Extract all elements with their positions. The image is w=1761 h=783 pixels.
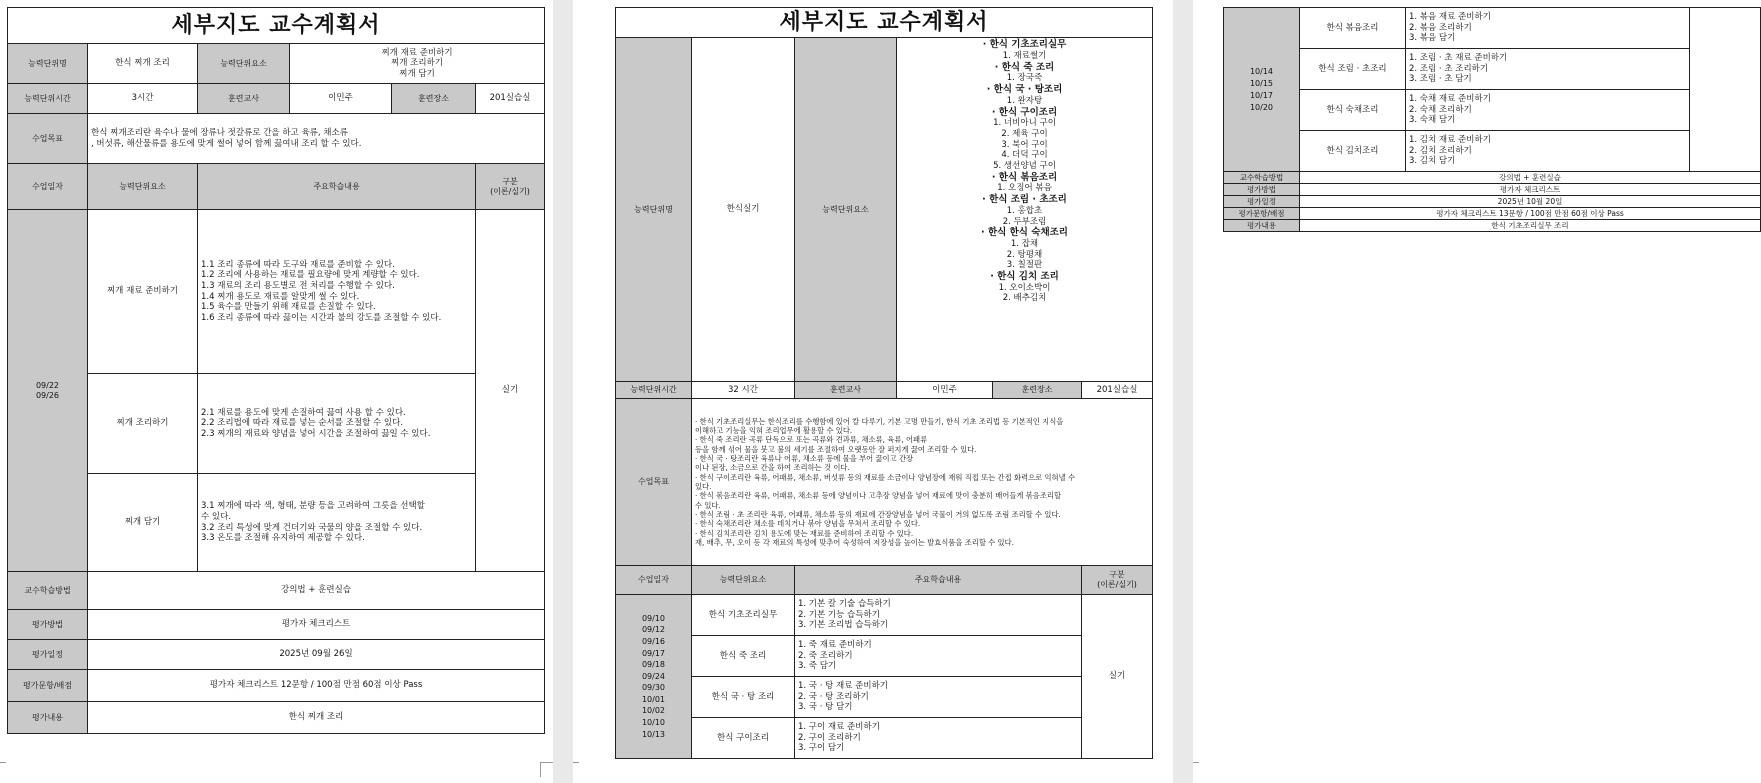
- row-content: 1. 숙채 재료 준비하기 2. 숙채 조리하기 3. 숙채 담기: [1406, 90, 1690, 131]
- row-element: 한식 숙채조리: [1300, 90, 1406, 131]
- element-label: 능력단위요소: [795, 38, 897, 382]
- eval-content-label: 평가내용: [1224, 220, 1300, 232]
- hours-value: 32 시간: [692, 382, 795, 399]
- date-cell: 10/14 10/15 10/17 10/20: [1224, 8, 1300, 172]
- goal-label: 수업목표: [8, 114, 88, 164]
- eval-method-label: 평가방법: [1224, 184, 1300, 196]
- type-header: 구분 (이론/실기): [1082, 566, 1153, 595]
- method-label: 교수학습방법: [8, 572, 88, 610]
- element-header: 능력단위요소: [692, 566, 795, 595]
- eval-date-label: 평가일정: [1224, 196, 1300, 208]
- unit-name-label: 능력단위명: [616, 38, 692, 382]
- row-content: 1. 볶음 재료 준비하기 2. 볶음 조리하기 3. 볶음 담기: [1406, 8, 1690, 49]
- method-label: 교수학습방법: [1224, 172, 1300, 184]
- element-group-list: · 한식 기초조리실무 1. 재료썰기 · 한식 죽 조리 1. 장국죽 · 한식 국 · 탕조리 1. 완자탕 · 한식 구이조리 1. 너비아니 구이 2. 제육 구이 3. 북어 구이 4. 더덕 구이 5. 생선양념 구이 · 한식 볶음조리 1. 오징어 볶음 · 한식 조림 · 초조리 1. 홍합초 2. 두부조림 · 한식 한식 숙채조리 1. 잡채 2. 탕평채 3. 칠절판 · 한식 김치 조리 1. 오이소박이 2. 배추김치: [897, 38, 1153, 382]
- row-content: 1. 기본 칼 기술 습득하기 2. 기본 기능 습득하기 3. 기본 조리법 습득하기: [795, 595, 1082, 636]
- eval-method-label: 평가방법: [8, 610, 88, 640]
- page-3: [1193, 0, 1761, 783]
- row-element: 한식 조림 · 초조리: [1300, 49, 1406, 90]
- row-element: 한식 국 · 탕 조리: [692, 677, 795, 718]
- type-cell: 실기: [476, 210, 545, 572]
- row-content: 1. 국 · 탕 재료 준비하기 2. 국 · 탕 조리하기 3. 국 · 탕 담기: [795, 677, 1082, 718]
- eval-items-value: 평가자 체크리스트 12문항 / 100점 만점 60점 이상 Pass: [88, 670, 545, 702]
- row-content: 1.1 조리 종류에 따라 도구와 재료를 준비할 수 있다. 1.2 조리에 사용하는 재료를 필요량에 맞게 계량할 수 있다. 1.3 재료의 조리 용도별로 전 처리를 수행할 수 있다. 1.4 찌개 용도로 재료를 알맞게 썰 수 있다. 1.5 육수를 만들기 위해 재료를 손질할 수 있다. 1.6 조리 종류에 따라 끓이는 시간과 불의 강도를 조절할 수 있다.: [198, 210, 476, 374]
- row-element: 한식 죽 조리: [692, 636, 795, 677]
- lesson-plan-table-2: [615, 7, 1153, 759]
- eval-date-value: 2025년 09월 26일: [88, 640, 545, 670]
- eval-date-label: 평가일정: [8, 640, 88, 670]
- place-label: 훈련장소: [392, 84, 476, 114]
- instructor-value: 이민주: [897, 382, 993, 399]
- page-1: [0, 0, 553, 783]
- place-label: 훈련장소: [993, 382, 1082, 399]
- lesson-plan-table-3: [1223, 7, 1761, 232]
- eval-content-value: 한식 기초조리실무 조리: [1300, 220, 1761, 232]
- type-cell: 실기: [1082, 595, 1153, 759]
- page-2: [573, 0, 1173, 783]
- goal-text: · 한식 기초조리실무는 한식조리를 수행함에 있어 칼 다루기, 기본 고명 만들기, 한식 기초 조리법 등 기본적인 지식을 이해하고 기능을 익혀 조리업무에 활용할 수 있다. · 한식 죽 조리란 곡류 단독으로 또는 곡류와 견과류, 채소류, 육류, 어패류 등을 함께 섞어 물을 붓고 불의 세기를 조절하여 오랫동안 잘 퍼지게 끓여 조리할 수 있다. · 한식 국 · 탕조리란 육류나 어류, 채소류 등에 물을 부어 끓이고 간장 이나 된장, 소금으로 간을 하여 조리하는 것 이다. · 한식 구이조리란 육류, 어패류, 채소류, 버섯류 등의 재료를 소금이나 양념장에 재워 직접 또는 간접 화력으로 익혀낼 수 있다. · 한식 볶음조리란 육류, 어패류, 채소류 등에 양념이나 고추장 양념을 넣어 재료에 맛이 충분히 배어들게 볶음조리할 수 있다. · 한식 조림 · 초 조리란 육류, 어패류, 채소류 등의 재료에 간장양념을 넣어 국물이 거의 없도록 조림 조리할 수 있다. · 한식 숙채조리란 채소를 데치거나 볶아 양념을 무쳐서 조리할 수 있다. · 한식 김치조리란 김치 용도에 맞는 재료를 준비하여 조리할 수 있다. 재, 배추, 무, 오이 등 각 재료의 특성에 맞추어 숙성하여 저장성을 높이는 발효식품을 조리할 수 있다.: [692, 399, 1153, 566]
- row-content: 2.1 재료를 용도에 맞게 손질하여 끓여 사용 할 수 있다. 2.2 조리법에 따라 재료를 넣는 순서를 조절할 수 있다. 2.3 찌개의 재료와 양념을 넣어 시간을 조절하여 끓일 수 있다.: [198, 374, 476, 474]
- element-list: 찌개 재료 준비하기 찌개 조리하기 찌개 담기: [290, 44, 545, 84]
- goal-text: 한식 찌개조리란 육수나 물에 장류나 젓갈류로 간을 하고 육류, 채소류 , 버섯류, 해산물류를 용도에 맞게 썰어 넣어 함께 끓여내 조리 할 수 있다.: [88, 114, 545, 164]
- row-element: 한식 볶음조리: [1300, 8, 1406, 49]
- instructor-label: 훈련교사: [198, 84, 290, 114]
- row-element: 찌개 조리하기: [88, 374, 198, 474]
- method-value: 강의법 + 훈련실습: [1300, 172, 1761, 184]
- instructor-value: 이민주: [290, 84, 392, 114]
- page-title: 세부지도 교수계획서: [616, 8, 1153, 38]
- content-header: 주요학습내용: [795, 566, 1082, 595]
- row-element: 한식 구이조리: [692, 718, 795, 759]
- element-header: 능력단위요소: [88, 164, 198, 210]
- date-header: 수업일자: [8, 164, 88, 210]
- type-header: 구분 (이론/실기): [476, 164, 545, 210]
- method-value: 강의법 + 훈련실습: [88, 572, 545, 610]
- page-title: 세부지도 교수계획서: [8, 8, 545, 44]
- date-cell: 09/22 09/26: [8, 210, 88, 572]
- instructor-label: 훈련교사: [795, 382, 897, 399]
- element-label: 능력단위요소: [198, 44, 290, 84]
- eval-method-value: 평가자 체크리스트: [1300, 184, 1761, 196]
- eval-items-label: 평가문항/배점: [8, 670, 88, 702]
- date-header: 수업일자: [616, 566, 692, 595]
- content-header: 주요학습내용: [198, 164, 476, 210]
- row-content: 1. 조림 · 초 재료 준비하기 2. 조림 · 초 조리하기 3. 조림 · 초 담기: [1406, 49, 1690, 90]
- row-element: 한식 기초조리실무: [692, 595, 795, 636]
- place-value: 201실습실: [476, 84, 545, 114]
- date-cell: 09/10 09/12 09/16 09/17 09/18 09/24 09/30 10/01 10/02 10/10 10/13: [616, 595, 692, 759]
- row-content: 1. 김치 재료 준비하기 2. 김치 조리하기 3. 김치 담기: [1406, 131, 1690, 172]
- place-value: 201실습실: [1082, 382, 1153, 399]
- unit-name-label: 능력단위명: [8, 44, 88, 84]
- hours-label: 능력단위시간: [616, 382, 692, 399]
- unit-name-value: 한식 찌개 조리: [88, 44, 198, 84]
- type-cell-empty: [1690, 8, 1761, 172]
- hours-label: 능력단위시간: [8, 84, 88, 114]
- unit-name-value: 한식실기: [692, 38, 795, 382]
- row-element: 찌개 재료 준비하기: [88, 210, 198, 374]
- eval-method-value: 평가자 체크리스트: [88, 610, 545, 640]
- eval-date-value: 2025년 10월 20일: [1300, 196, 1761, 208]
- row-element: 한식 김치조리: [1300, 131, 1406, 172]
- hours-value: 3시간: [88, 84, 198, 114]
- row-content: 1. 구이 재료 준비하기 2. 구이 조리하기 3. 구이 담기: [795, 718, 1082, 759]
- row-element: 찌개 담기: [88, 474, 198, 572]
- lesson-plan-table-1: [7, 7, 545, 734]
- eval-content-value: 한식 찌개 조리: [88, 702, 545, 734]
- row-content: 3.1 찌개에 따라 색, 형태, 분량 등을 고려하여 그릇을 선택할 수 있다. 3.2 조리 특성에 맞게 건더기와 국물의 양을 조절할 수 있다. 3.3 온도를 조절해 유지하여 제공할 수 있다.: [198, 474, 476, 572]
- eval-content-label: 평가내용: [8, 702, 88, 734]
- eval-items-label: 평가문항/배점: [1224, 208, 1300, 220]
- goal-label: 수업목표: [616, 399, 692, 566]
- row-content: 1. 죽 재료 준비하기 2. 죽 조리하기 3. 죽 담기: [795, 636, 1082, 677]
- eval-items-value: 평가자 체크리스트 13문항 / 100점 만점 60점 이상 Pass: [1300, 208, 1761, 220]
